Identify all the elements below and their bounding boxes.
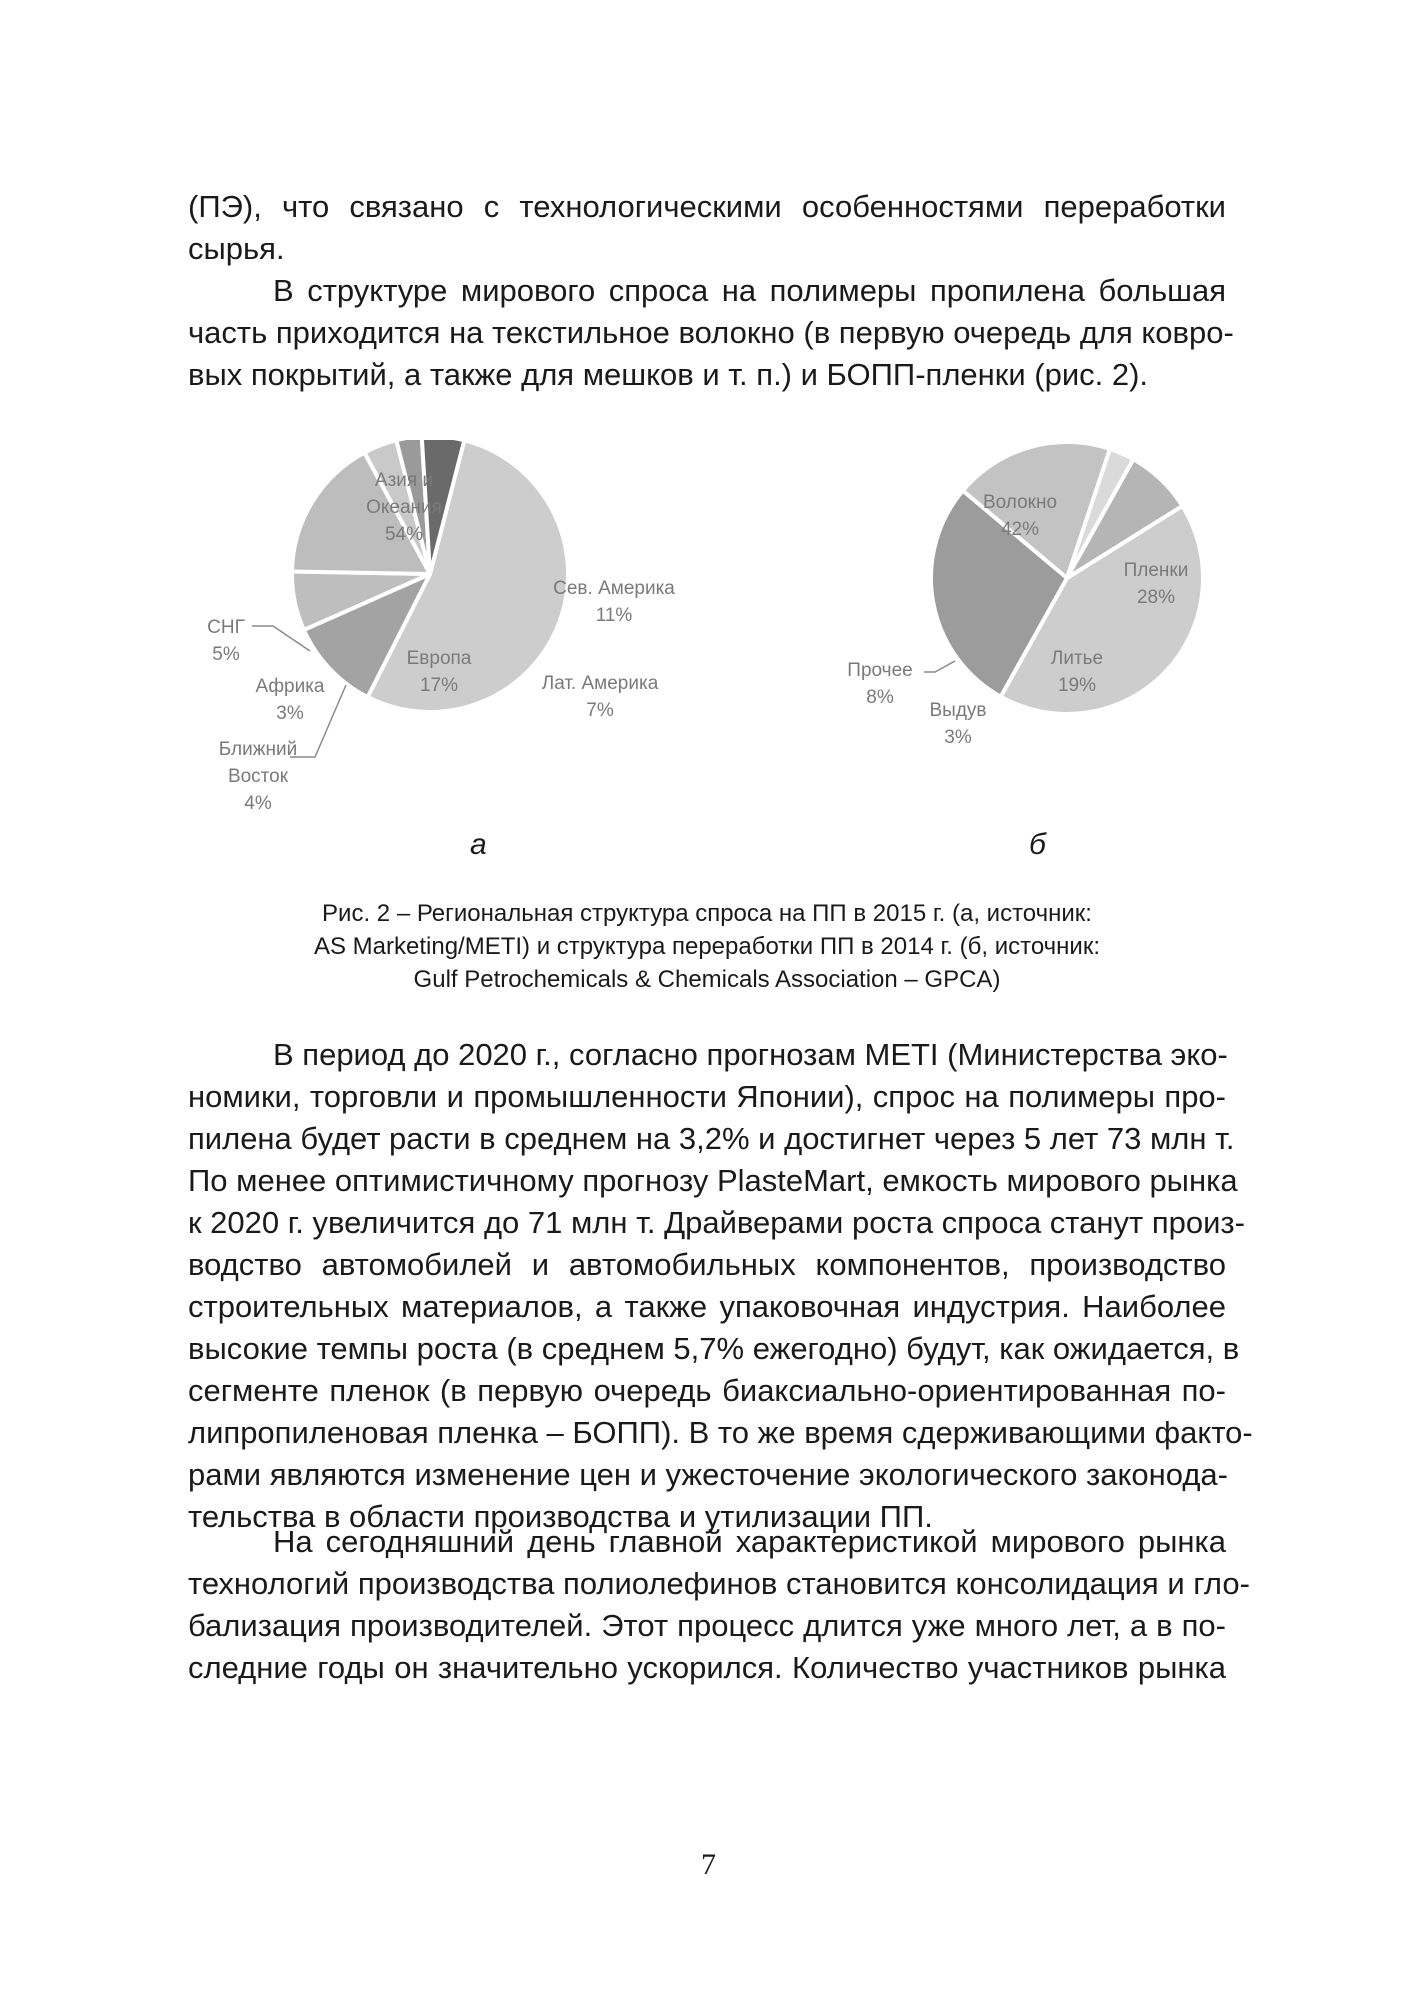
paragraph-line: пилена будет расти в среднем на 3,2% и достигнет через 5 лет 73 млн т. <box>188 1121 1235 1156</box>
paragraph-line: В структуре мирового спроса на полимеры пропилена большая <box>273 273 1226 308</box>
pie-label-литье: Литье 19% <box>1050 648 1104 696</box>
paragraph-1 <box>188 186 1226 270</box>
paragraph-line: В период до 2020 г., согласно прогнозам METI (Министерства эко- <box>273 1037 1228 1072</box>
pie-label-снг: СНГ 5% <box>207 617 245 665</box>
paragraph-line: высокие темпы роста (в среднем 5,7% ежегодно) будут, как ожидается, в <box>188 1331 1240 1366</box>
paragraph-line: рами являются изменение цен и ужесточение экологического законода- <box>188 1457 1228 1492</box>
caption-line: Gulf Petrochemicals & Chemicals Association – GPCA) <box>413 966 1001 993</box>
figure-sublabel-a: а <box>470 828 487 861</box>
paragraph-line: технологий производства полиолефинов становится консолидация и гло- <box>188 1566 1250 1601</box>
pie-label-прочее: Прочее 8% <box>847 660 913 708</box>
caption-line: Рис. 2 – Региональная структура спроса на ПП в 2015 г. (а, источник: <box>322 900 1092 927</box>
paragraph-line: строительных материалов, а также упаковочная индустрия. Наиболее <box>188 1289 1226 1324</box>
paragraph-line: часть приходится на текстильное волокно (в первую очередь для ковро- <box>188 315 1234 350</box>
pie-label-азия-и-океания: Азия и Океания 54% <box>366 470 442 545</box>
page-number: 7 <box>701 1848 716 1881</box>
paragraph-line: номики, торговли и промышленности Японии), спрос на полимеры про- <box>188 1079 1226 1114</box>
paragraph-line: водство автомобилей и автомобильных компонентов, производство <box>188 1247 1226 1282</box>
pie-label-ближний-восток: Ближний Восток 4% <box>218 739 298 814</box>
pie-label-волокно: Волокно 42% <box>982 492 1058 540</box>
paragraph-line: тельства в области производства и утилизации ПП. <box>188 1499 933 1534</box>
paragraph-line: вых покрытий, а также для мешков и т. п.) и БОПП-пленки (рис. 2). <box>188 357 1149 392</box>
paragraph-line: следние годы он значительно ускорился. Количество участников рынка <box>188 1650 1226 1685</box>
paragraph-3 <box>188 1034 1253 1538</box>
figure-caption <box>188 897 1226 996</box>
pie-leader-line <box>924 661 955 672</box>
figure-pie-charts <box>0 440 1417 830</box>
pie-label-пленки: Пленки 28% <box>1123 560 1189 608</box>
paragraph-line: к 2020 г. увеличится до 71 млн т. Драйверами роста спроса станут произ- <box>188 1205 1245 1240</box>
figure-sublabel-b: б <box>1029 828 1046 861</box>
pie-label-выдув: Выдув 3% <box>929 700 987 748</box>
pie-label-лат-америка: Лат. Америка 7% <box>541 673 659 721</box>
paragraph-line: сегменте пленок (в первую очередь биаксиально-ориентированная по- <box>188 1373 1226 1408</box>
paragraph-line: сырья. <box>188 231 285 266</box>
paragraph-2 <box>188 270 1234 396</box>
paragraph-line: На сегодняшний день главной характеристикой мирового рынка <box>273 1524 1226 1559</box>
paragraph-line: (ПЭ), что связано с технологическими особенностями переработки <box>188 189 1226 224</box>
pie-label-европа: Европа 17% <box>406 648 472 696</box>
pie-leader-line <box>252 626 310 651</box>
caption-line: AS Marketing/METI) и структура переработки ПП в 2014 г. (б, источник: <box>313 933 1100 960</box>
paragraph-line: бализация производителей. Этот процесс длится уже много лет, а в по- <box>188 1608 1226 1643</box>
paragraph-4 <box>188 1521 1250 1689</box>
pie-label-африка: Африка 3% <box>255 676 325 724</box>
paragraph-line: По менее оптимистичному прогнозу PlasteMart, емкость мирового рынка <box>188 1163 1238 1198</box>
pie-label-сев-америка: Сев. Америка 11% <box>553 578 675 626</box>
paragraph-line: липропиленовая пленка – БОПП). В то же время сдерживающими факто- <box>188 1415 1253 1450</box>
